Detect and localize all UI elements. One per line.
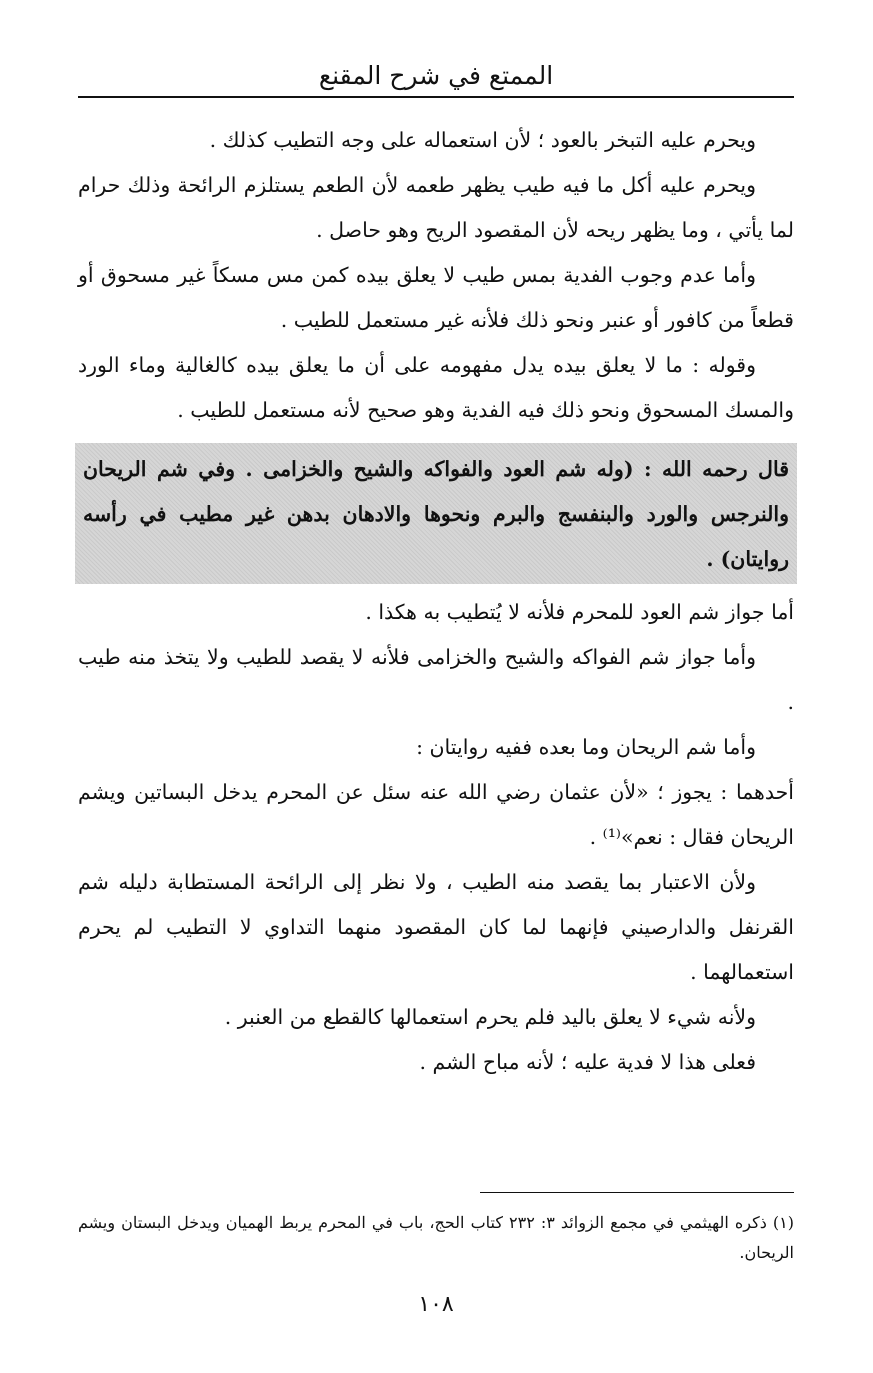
footnote: (١) ذكره الهيثمي في مجمع الزوائد ٣: ٢٣٢ كتاب الحج، باب في المحرم يربط الهميان ويدخل البستان ويشم الريحان. — [78, 1213, 794, 1262]
page-number: ١٠٨ — [418, 1292, 454, 1317]
header-rule — [78, 96, 794, 98]
paragraph: أما جواز شم العود للمحرم فلأنه لا يُتطيب به هكذا . — [365, 600, 794, 624]
paragraph: ولأن الاعتبار بما يقصد منه الطيب ، ولا نظر إلى الرائحة المستطابة دليله شم القرنفل والدارصيني فإنهما لما كان المقصود منهما التداوي لا التطيب لم يحرم استعمالهما . — [78, 870, 794, 984]
paragraph: ويحرم عليه أكل ما فيه طيب يظهر طعمه لأن الطعم يستلزم الرائحة وذلك حرام لما يأتي ، وما يظهر ريحه لأن المقصود الريح وهو حاصل . — [78, 173, 794, 242]
running-header: الممتع في شرح المقنع — [318, 61, 554, 90]
matn-quote-box: قال رحمه الله : (وله شم العود والفواكه والشيح والخزامى . وفي شم الريحان والنرجس والورد والبنفسج والبرم ونحوها والادهان بدهن غير مطيب في رأسه روايتان) . — [75, 443, 797, 584]
paragraph: ولأنه شيء لا يعلق باليد فلم يحرم استعمالها كالقطع من العنبر . — [224, 1005, 756, 1029]
paragraph: وأما عدم وجوب الفدية بمس طيب لا يعلق بيده كمن مس مسكاً غير مسحوق أو قطعاً من كافور أو عنبر ونحو ذلك فلأنه غير مستعمل للطيب . — [78, 263, 794, 332]
paragraph: وأما شم الريحان وما بعده ففيه روايتان : — [416, 735, 756, 759]
paragraph: وأما جواز شم الفواكه والشيح والخزامى فلأنه لا يقصد للطيب ولا يتخذ منه طيب . — [78, 645, 794, 714]
main-text — [78, 118, 794, 1085]
paragraph: ويحرم عليه التبخر بالعود ؛ لأن استعماله على وجه التطيب كذلك . — [209, 128, 756, 152]
footnote-rule — [480, 1192, 794, 1193]
paragraph: فعلى هذا لا فدية عليه ؛ لأنه مباح الشم . — [419, 1050, 756, 1074]
paragraph: وقوله : ما لا يعلق بيده يدل مفهومه على أن ما يعلق بيده كالغالية وماء الورد والمسك المسحوق ونحو ذلك فيه الفدية وهو صحيح لأنه مستعمل للطيب . — [78, 353, 794, 422]
paragraph: أحدهما : يجوز ؛ «لأن عثمان رضي الله عنه سئل عن المحرم يدخل البساتين ويشم الريحان فقال : نعم»⁽¹⁾ . — [78, 780, 794, 849]
